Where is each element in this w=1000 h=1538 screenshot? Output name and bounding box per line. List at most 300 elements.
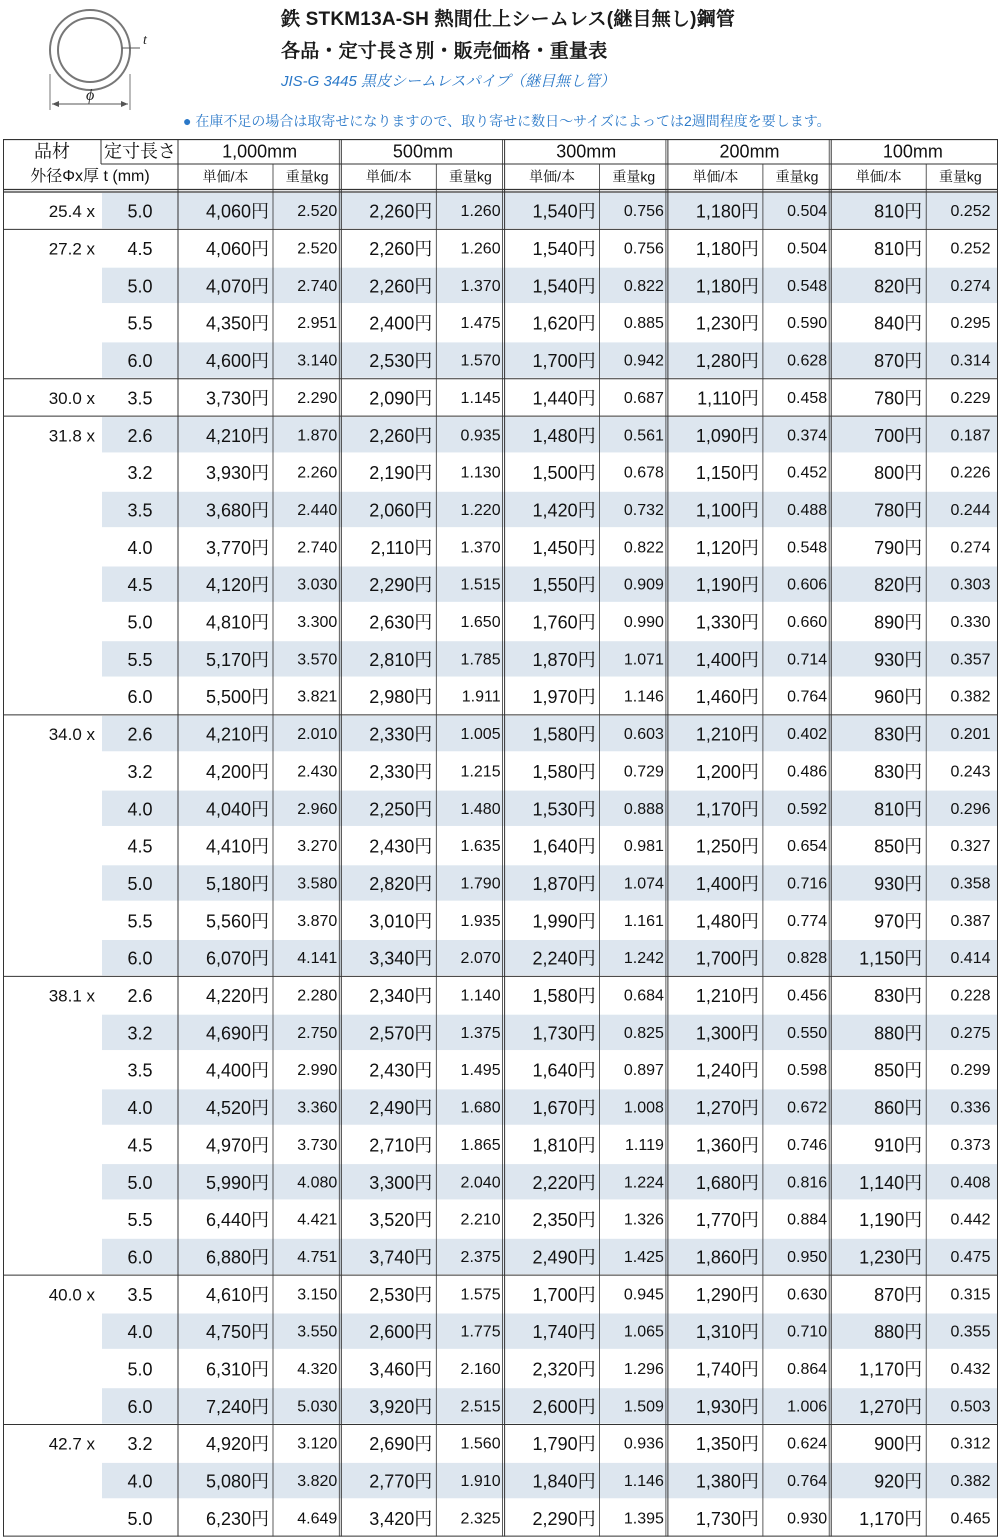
weight-cell: 0.432	[950, 1361, 991, 1379]
weight-cell: 0.504	[787, 240, 828, 258]
thickness-value: 5.0	[127, 201, 153, 222]
unit-price-cell: 2,630円	[369, 612, 433, 633]
thickness-value: 5.0	[127, 873, 153, 894]
unit-price-cell: 3,730円	[205, 388, 269, 409]
thickness-value: 6.0	[127, 1396, 153, 1417]
unit-price-cell: 1,270円	[695, 1098, 759, 1119]
weight-cell: 2.515	[460, 1398, 501, 1416]
unit-price-cell: 870円	[874, 351, 923, 372]
weight-cell: 1.425	[623, 1248, 664, 1266]
unit-price-cell: 2,290円	[369, 575, 433, 596]
thickness-value: 6.0	[127, 1247, 153, 1268]
weight-cell: 0.909	[623, 576, 664, 594]
weight-cell: 4.080	[297, 1174, 338, 1192]
unit-price-cell: 4,400円	[205, 1060, 269, 1081]
unit-price-cell: 2,260円	[369, 201, 433, 222]
unit-price-cell: 780円	[874, 388, 923, 409]
unit-price-cell: 840円	[874, 313, 923, 334]
weight-cell: 0.228	[950, 987, 991, 1005]
unit-price-cell: 2,820円	[369, 873, 433, 894]
unit-price-cell: 1,540円	[532, 239, 596, 260]
svg-text:ϕ: ϕ	[86, 87, 95, 104]
weight-cell: 1.911	[461, 688, 501, 706]
unit-price-cell: 860円	[874, 1098, 923, 1119]
weight-cell: 0.252	[950, 240, 991, 258]
unit-price-cell: 850円	[874, 836, 923, 857]
weight-cell: 0.828	[787, 950, 828, 968]
unit-price-cell: 960円	[874, 687, 923, 708]
weight-cell: 2.740	[297, 277, 338, 295]
unit-price-cell: 1,580円	[532, 761, 596, 782]
weight-cell: 1.161	[623, 912, 664, 930]
weight-cell: 0.710	[787, 1323, 828, 1341]
weight-cell: 1.119	[625, 1136, 664, 1154]
unit-price-cell: 5,180円	[205, 873, 269, 894]
thickness-value: 4.5	[127, 836, 153, 857]
unit-price-cell: 810円	[874, 239, 923, 260]
unit-price-cell: 4,040円	[205, 799, 269, 820]
thickness-value: 3.2	[127, 1434, 153, 1455]
unit-price-cell: 3,300円	[369, 1172, 433, 1193]
unit-price-cell: 2,330円	[369, 761, 433, 782]
weight-cell: 1.635	[460, 838, 501, 856]
unit-price-cell: 910円	[874, 1135, 923, 1156]
weight-cell: 0.816	[787, 1174, 828, 1192]
outer-diameter-label: 30.0 x	[48, 388, 95, 408]
unit-price-cell: 700円	[874, 425, 923, 446]
unit-price-cell: 1,380円	[695, 1471, 759, 1492]
weight-cell: 0.456	[787, 987, 828, 1005]
unit-price-cell: 1,100円	[695, 500, 759, 521]
unit-price-cell: 3,520円	[369, 1210, 433, 1231]
thickness-value: 3.2	[127, 463, 153, 484]
unit-price-cell: 1,210円	[695, 724, 759, 745]
weight-cell: 0.274	[950, 277, 991, 295]
unit-price-cell: 1,740円	[695, 1359, 759, 1380]
thickness-value: 4.5	[127, 239, 153, 260]
thickness-value: 6.0	[127, 351, 153, 372]
thickness-value: 3.5	[127, 1060, 153, 1081]
weight-cell: 2.160	[460, 1361, 501, 1379]
unit-price-cell: 1,190円	[859, 1210, 923, 1231]
weight-cell: 4.421	[297, 1211, 338, 1229]
weight-cell: 0.897	[623, 1062, 664, 1080]
unit-price-cell: 1,500円	[532, 463, 596, 484]
weight-cell: 3.730	[297, 1136, 338, 1154]
weight-cell: 0.244	[950, 501, 991, 519]
unit-price-cell: 820円	[874, 276, 923, 297]
header-unit-price: 単価/本	[855, 168, 902, 185]
weight-cell: 0.299	[950, 1062, 991, 1080]
weight-cell: 2.990	[297, 1062, 338, 1080]
weight-cell: 1.370	[460, 277, 501, 295]
unit-price-cell: 2,490円	[532, 1247, 596, 1268]
unit-price-cell: 1,200円	[695, 761, 759, 782]
unit-price-cell: 2,490円	[369, 1098, 433, 1119]
unit-price-cell: 6,310円	[205, 1359, 269, 1380]
weight-cell: 1.575	[460, 1286, 501, 1304]
weight-cell: 1.220	[460, 501, 501, 519]
weight-cell: 0.990	[623, 614, 664, 632]
thickness-value: 3.2	[127, 761, 153, 782]
unit-price-cell: 1,400円	[695, 649, 759, 670]
weight-cell: 0.684	[623, 987, 664, 1005]
page-title-secondary: 各品・定寸長さ別・販売価格・重量表	[281, 41, 608, 62]
unit-price-cell: 3,420円	[369, 1508, 433, 1529]
unit-price-cell: 1,180円	[695, 239, 759, 260]
weight-cell: 4.320	[297, 1361, 338, 1379]
unit-price-cell: 1,290円	[695, 1284, 759, 1305]
unit-price-cell: 2,570円	[369, 1023, 433, 1044]
header-weight: 重量kg	[775, 168, 819, 185]
unit-price-cell: 3,770円	[205, 537, 269, 558]
header-weight: 重量kg	[612, 168, 656, 185]
unit-price-cell: 1,210円	[695, 986, 759, 1007]
unit-price-cell: 1,170円	[859, 1359, 923, 1380]
weight-cell: 1.006	[787, 1398, 828, 1416]
weight-cell: 1.005	[460, 726, 501, 744]
unit-price-cell: 1,330円	[695, 612, 759, 633]
weight-cell: 0.458	[787, 389, 828, 407]
unit-price-cell: 830円	[874, 986, 923, 1007]
header-length-5: 100mm	[882, 141, 943, 162]
unit-price-cell: 1,190円	[695, 575, 759, 596]
pipe-cross-section-icon	[40, 4, 170, 114]
weight-cell: 1.071	[623, 651, 664, 669]
unit-price-cell: 3,740円	[369, 1247, 433, 1268]
unit-price-cell: 1,230円	[859, 1247, 923, 1268]
weight-cell: 0.358	[950, 875, 991, 893]
unit-price-cell: 1,680円	[695, 1172, 759, 1193]
weight-cell: 0.275	[950, 1024, 991, 1042]
weight-cell: 0.764	[787, 1473, 828, 1491]
unit-price-cell: 1,640円	[532, 836, 596, 857]
weight-cell: 0.756	[623, 240, 664, 258]
unit-price-cell: 1,270円	[859, 1396, 923, 1417]
unit-price-cell: 970円	[874, 911, 923, 932]
unit-price-cell: 2,350円	[532, 1210, 596, 1231]
unit-price-cell: 1,420円	[532, 500, 596, 521]
unit-price-cell: 1,480円	[532, 425, 596, 446]
weight-cell: 1.242	[623, 950, 664, 968]
thickness-value: 3.5	[127, 500, 153, 521]
weight-cell: 0.201	[950, 726, 991, 744]
thickness-value: 5.5	[127, 1210, 153, 1231]
weight-cell: 2.040	[460, 1174, 501, 1192]
header-length-1: 1,000mm	[222, 141, 298, 162]
weight-cell: 0.548	[787, 277, 828, 295]
weight-cell: 0.274	[950, 539, 991, 557]
unit-price-cell: 6,880円	[205, 1247, 269, 1268]
unit-price-cell: 1,400円	[695, 873, 759, 894]
outer-diameter-label: 42.7 x	[48, 1434, 95, 1454]
thickness-value: 6.0	[127, 687, 153, 708]
weight-cell: 0.550	[787, 1024, 828, 1042]
weight-cell: 4.141	[297, 950, 338, 968]
weight-cell: 0.548	[787, 539, 828, 557]
weight-cell: 0.355	[950, 1323, 991, 1341]
unit-price-cell: 5,990円	[205, 1172, 269, 1193]
outer-diameter-label: 27.2 x	[48, 239, 95, 259]
weight-cell: 0.822	[623, 277, 664, 295]
unit-price-cell: 1,970円	[532, 687, 596, 708]
weight-cell: 0.624	[787, 1435, 828, 1453]
unit-price-cell: 5,560円	[205, 911, 269, 932]
unit-price-cell: 1,450円	[532, 537, 596, 558]
thickness-value: 4.0	[127, 1322, 153, 1343]
weight-cell: 3.870	[297, 912, 338, 930]
unit-price-cell: 1,670円	[532, 1098, 596, 1119]
unit-price-cell: 2,600円	[532, 1396, 596, 1417]
weight-cell: 0.486	[787, 763, 828, 781]
weight-cell: 0.884	[787, 1211, 828, 1229]
unit-price-cell: 2,810円	[369, 649, 433, 670]
unit-price-cell: 930円	[874, 649, 923, 670]
unit-price-cell: 1,250円	[695, 836, 759, 857]
thickness-value: 2.6	[127, 986, 153, 1007]
weight-cell: 5.030	[297, 1398, 338, 1416]
header-weight: 重量kg	[285, 168, 329, 185]
unit-price-cell: 4,070円	[205, 276, 269, 297]
unit-price-cell: 1,530円	[532, 799, 596, 820]
outer-diameter-label: 40.0 x	[48, 1285, 95, 1305]
weight-cell: 0.930	[787, 1510, 828, 1528]
weight-cell: 0.374	[787, 427, 828, 445]
unit-price-cell: 2,220円	[532, 1172, 596, 1193]
thickness-value: 4.0	[127, 1098, 153, 1119]
weight-cell: 0.561	[623, 427, 664, 445]
weight-cell: 0.603	[623, 726, 664, 744]
unit-price-cell: 830円	[874, 761, 923, 782]
weight-cell: 0.590	[787, 315, 828, 333]
weight-cell: 0.312	[950, 1435, 991, 1453]
weight-cell: 0.315	[950, 1286, 991, 1304]
header-weight: 重量kg	[449, 168, 492, 185]
thickness-value: 5.0	[127, 1508, 153, 1529]
weight-cell: 0.678	[623, 464, 664, 482]
header-unit-price: 単価/本	[692, 168, 739, 185]
weight-cell: 0.252	[950, 203, 991, 221]
unit-price-cell: 6,230円	[205, 1508, 269, 1529]
unit-price-cell: 2,710円	[369, 1135, 433, 1156]
weight-cell: 1.375	[460, 1024, 501, 1042]
unit-price-cell: 1,860円	[695, 1247, 759, 1268]
unit-price-cell: 2,240円	[532, 948, 596, 969]
thickness-value: 5.5	[127, 649, 153, 670]
unit-price-cell: 830円	[874, 724, 923, 745]
unit-price-cell: 900円	[874, 1434, 923, 1455]
weight-cell: 0.598	[787, 1062, 828, 1080]
weight-cell: 0.936	[623, 1435, 664, 1453]
weight-cell: 3.580	[297, 875, 338, 893]
unit-price-cell: 6,070円	[205, 948, 269, 969]
weight-cell: 1.570	[460, 352, 501, 370]
weight-cell: 1.224	[623, 1174, 664, 1192]
header-unit-price: 単価/本	[365, 168, 412, 185]
unit-price-cell: 1,090円	[695, 425, 759, 446]
weight-cell: 0.229	[950, 389, 991, 407]
weight-cell: 1.475	[460, 315, 501, 333]
weight-cell: 0.628	[787, 352, 828, 370]
unit-price-cell: 4,600円	[205, 351, 269, 372]
unit-price-cell: 3,920円	[369, 1396, 433, 1417]
unit-price-cell: 1,120円	[695, 537, 759, 558]
thickness-value: 2.6	[127, 425, 153, 446]
weight-cell: 1.140	[460, 987, 501, 1005]
unit-price-cell: 930円	[874, 873, 923, 894]
thickness-value: 5.5	[127, 313, 153, 334]
weight-cell: 0.442	[950, 1211, 991, 1229]
weight-cell: 0.488	[787, 501, 828, 519]
unit-price-cell: 4,920円	[205, 1434, 269, 1455]
unit-price-cell: 850円	[874, 1060, 923, 1081]
weight-cell: 1.130	[460, 464, 501, 482]
unit-price-cell: 3,340円	[369, 948, 433, 969]
thickness-value: 5.0	[127, 1172, 153, 1193]
unit-price-cell: 1,110円	[697, 388, 759, 409]
weight-cell: 0.687	[623, 389, 664, 407]
unit-price-cell: 3,930円	[205, 463, 269, 484]
header-weight: 重量kg	[938, 168, 982, 185]
unit-price-cell: 4,220円	[205, 986, 269, 1007]
unit-price-cell: 4,120円	[205, 575, 269, 596]
weight-cell: 0.945	[623, 1286, 664, 1304]
weight-cell: 0.336	[950, 1099, 991, 1117]
unit-price-cell: 1,700円	[695, 948, 759, 969]
outer-diameter-label: 25.4 x	[48, 202, 95, 222]
unit-price-cell: 4,210円	[205, 724, 269, 745]
unit-price-cell: 1,480円	[695, 911, 759, 932]
weight-cell: 1.495	[460, 1062, 501, 1080]
header-unit-price: 単価/本	[202, 168, 249, 185]
unit-price-cell: 4,810円	[205, 612, 269, 633]
weight-cell: 0.452	[787, 464, 828, 482]
weight-cell: 0.592	[787, 800, 828, 818]
unit-price-cell: 1,540円	[532, 201, 596, 222]
thickness-value: 5.0	[127, 276, 153, 297]
weight-cell: 3.150	[297, 1286, 338, 1304]
thickness-value: 3.5	[127, 1284, 153, 1305]
weight-cell: 1.515	[460, 576, 501, 594]
thickness-value: 4.0	[127, 799, 153, 820]
unit-price-cell: 1,640円	[532, 1060, 596, 1081]
weight-cell: 1.146	[623, 688, 664, 706]
thickness-value: 4.0	[127, 537, 153, 558]
unit-price-cell: 2,190円	[369, 463, 433, 484]
weight-cell: 3.360	[297, 1099, 338, 1117]
weight-cell: 0.414	[950, 950, 991, 968]
weight-cell: 0.187	[950, 427, 991, 445]
weight-cell: 1.560	[460, 1435, 501, 1453]
unit-price-cell: 1,150円	[695, 463, 759, 484]
unit-price-cell: 1,460円	[695, 687, 759, 708]
weight-cell: 0.330	[950, 614, 991, 632]
unit-price-cell: 1,760円	[532, 612, 596, 633]
thickness-value: 4.0	[127, 1471, 153, 1492]
thickness-value: 5.5	[127, 911, 153, 932]
unit-price-cell: 890円	[874, 612, 923, 633]
unit-price-cell: 4,210円	[205, 425, 269, 446]
weight-cell: 3.820	[297, 1473, 338, 1491]
unit-price-cell: 2,260円	[369, 276, 433, 297]
unit-price-cell: 1,310円	[695, 1322, 759, 1343]
unit-price-cell: 1,240円	[695, 1060, 759, 1081]
thickness-value: 3.2	[127, 1023, 153, 1044]
weight-cell: 3.821	[297, 688, 338, 706]
weight-cell: 1.370	[460, 539, 501, 557]
weight-cell: 0.503	[950, 1398, 991, 1416]
weight-cell: 2.070	[460, 950, 501, 968]
unit-price-cell: 6,440円	[205, 1210, 269, 1231]
weight-cell: 0.950	[787, 1248, 828, 1266]
weight-cell: 0.729	[623, 763, 664, 781]
weight-cell: 3.030	[297, 576, 338, 594]
weight-cell: 0.825	[623, 1024, 664, 1042]
unit-price-cell: 5,170円	[205, 649, 269, 670]
weight-cell: 0.475	[950, 1248, 991, 1266]
unit-price-cell: 2,090円	[369, 388, 433, 409]
weight-cell: 4.649	[297, 1510, 338, 1528]
weight-cell: 3.120	[297, 1435, 338, 1453]
page-header	[0, 0, 1000, 138]
weight-cell: 1.008	[623, 1099, 664, 1117]
svg-text:t: t	[143, 33, 147, 48]
unit-price-cell: 2,530円	[369, 1284, 433, 1305]
weight-cell: 0.630	[787, 1286, 828, 1304]
unit-price-cell: 4,610円	[205, 1284, 269, 1305]
weight-cell: 2.430	[297, 763, 338, 781]
unit-price-cell: 7,240円	[205, 1396, 269, 1417]
header-unit-price: 単価/本	[529, 168, 576, 185]
unit-price-cell: 1,730円	[532, 1023, 596, 1044]
weight-cell: 0.756	[623, 203, 664, 221]
weight-cell: 0.387	[950, 912, 991, 930]
weight-cell: 2.951	[297, 315, 338, 333]
weight-cell: 0.465	[950, 1510, 991, 1528]
weight-cell: 1.785	[460, 651, 501, 669]
unit-price-cell: 2,980円	[369, 687, 433, 708]
weight-cell: 1.145	[460, 389, 501, 407]
weight-cell: 0.660	[787, 614, 828, 632]
unit-price-cell: 780円	[874, 500, 923, 521]
weight-cell: 0.732	[623, 501, 664, 519]
unit-price-cell: 4,410円	[205, 836, 269, 857]
unit-price-cell: 810円	[874, 799, 923, 820]
unit-price-cell: 810円	[874, 201, 923, 222]
thickness-value: 4.5	[127, 575, 153, 596]
weight-cell: 1.065	[623, 1323, 664, 1341]
weight-cell: 1.395	[623, 1510, 664, 1528]
thickness-value: 2.6	[127, 724, 153, 745]
unit-price-cell: 800円	[874, 463, 923, 484]
unit-price-cell: 1,170円	[859, 1508, 923, 1529]
unit-price-cell: 790円	[874, 537, 923, 558]
weight-cell: 2.375	[460, 1248, 501, 1266]
price-weight-table	[3, 139, 998, 1537]
weight-cell: 3.270	[297, 838, 338, 856]
weight-cell: 0.942	[623, 352, 664, 370]
unit-price-cell: 1,870円	[532, 873, 596, 894]
weight-cell: 0.885	[623, 315, 664, 333]
weight-cell: 2.280	[297, 987, 338, 1005]
unit-price-cell: 1,360円	[695, 1135, 759, 1156]
weight-cell: 4.751	[297, 1248, 338, 1266]
weight-cell: 2.290	[297, 389, 338, 407]
unit-price-cell: 4,750円	[205, 1322, 269, 1343]
unit-price-cell: 2,400円	[369, 313, 433, 334]
unit-price-cell: 1,730円	[695, 1508, 759, 1529]
unit-price-cell: 1,580円	[532, 724, 596, 745]
